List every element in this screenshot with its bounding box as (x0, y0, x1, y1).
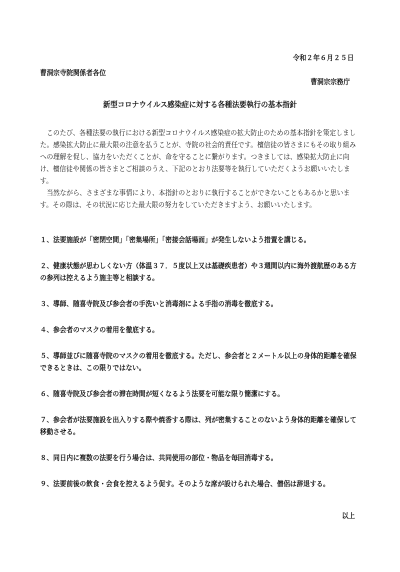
guideline-item: ７、参会者が法要施設を出入りする際や焼香する際は、列が密集することのないよう身体的距離を確保して移動させる。 (40, 416, 357, 436)
guideline-item: １、法要施設が「密閉空間」「密集場所」「密接会話場面」が発生しないよう措置を講じる。 (40, 236, 311, 244)
guideline-list (40, 234, 358, 504)
document-date: 令和２年６月２５日 (292, 54, 354, 62)
guideline-item: ２、健康状態が思わしくない方（体温３７．５度以上又は基礎疾患者）や３週間以内に海外渡航歴のある方の参列は控えるよう施主等と相談する。 (40, 262, 357, 282)
intro-paragraph: 当然ながら、さまざまな事情により、本指針のとおりに執行することができないこともあるかと思います。その際は、その状況に応じた最大限の努力をしていただきますよう、お願いいたします。 (40, 189, 350, 209)
guideline-item: ６、随喜寺院及び参会者の滞在時間が短くなるよう法要を可能な限り簡潔にする。 (40, 390, 284, 398)
guideline-item: ９、法要前後の飲食・会食を控えるよう促す。そのような席が設けられた場合、僧侶は辞退する。 (40, 480, 330, 488)
document-title: 新型コロナウイルス感染症に対する各種法要執行の基本指針 (103, 100, 297, 109)
guideline-item: ５、導師並びに随喜寺院のマスクの着用を徹底する。ただし、参会者と２メートル以上の身体的距離を確保できるときは、この限りではない。 (40, 352, 357, 372)
intro-paragraph: このたび、各種法要の執行における新型コロナウイルス感染症の拡大防止のための基本指針を策定しました。感染拡大防止に最大限の注意を払うことが、寺院の社会的責任です。檀信徒の皆さまにもその取り組みへの理解を促し、協力をいただくことが、命を守ることに繋がります。つきましては、感染拡大防止に向け、檀信徒や関係の皆さまとご相談のうえ、下記のとおり法要等を執行していただくようお願いいたします。 (40, 129, 356, 185)
intro-body (40, 127, 358, 211)
guideline-item: ８、同日内に複数の法要を行う場合は、共同使用の部位・物品を毎回消毒する。 (40, 454, 278, 462)
sender-line: 曹洞宗宗務庁 (310, 78, 350, 86)
closing-mark: 以上 (341, 512, 355, 520)
guideline-item: ３、導師、随喜寺院及び参会者の手洗いと消毒剤による手指の消毒を徹底する。 (40, 300, 278, 308)
recipient-line: 曹洞宗寺院関係者各位 (40, 69, 106, 77)
guideline-item: ４、参会者のマスクの着用を徹底する。 (40, 326, 159, 334)
